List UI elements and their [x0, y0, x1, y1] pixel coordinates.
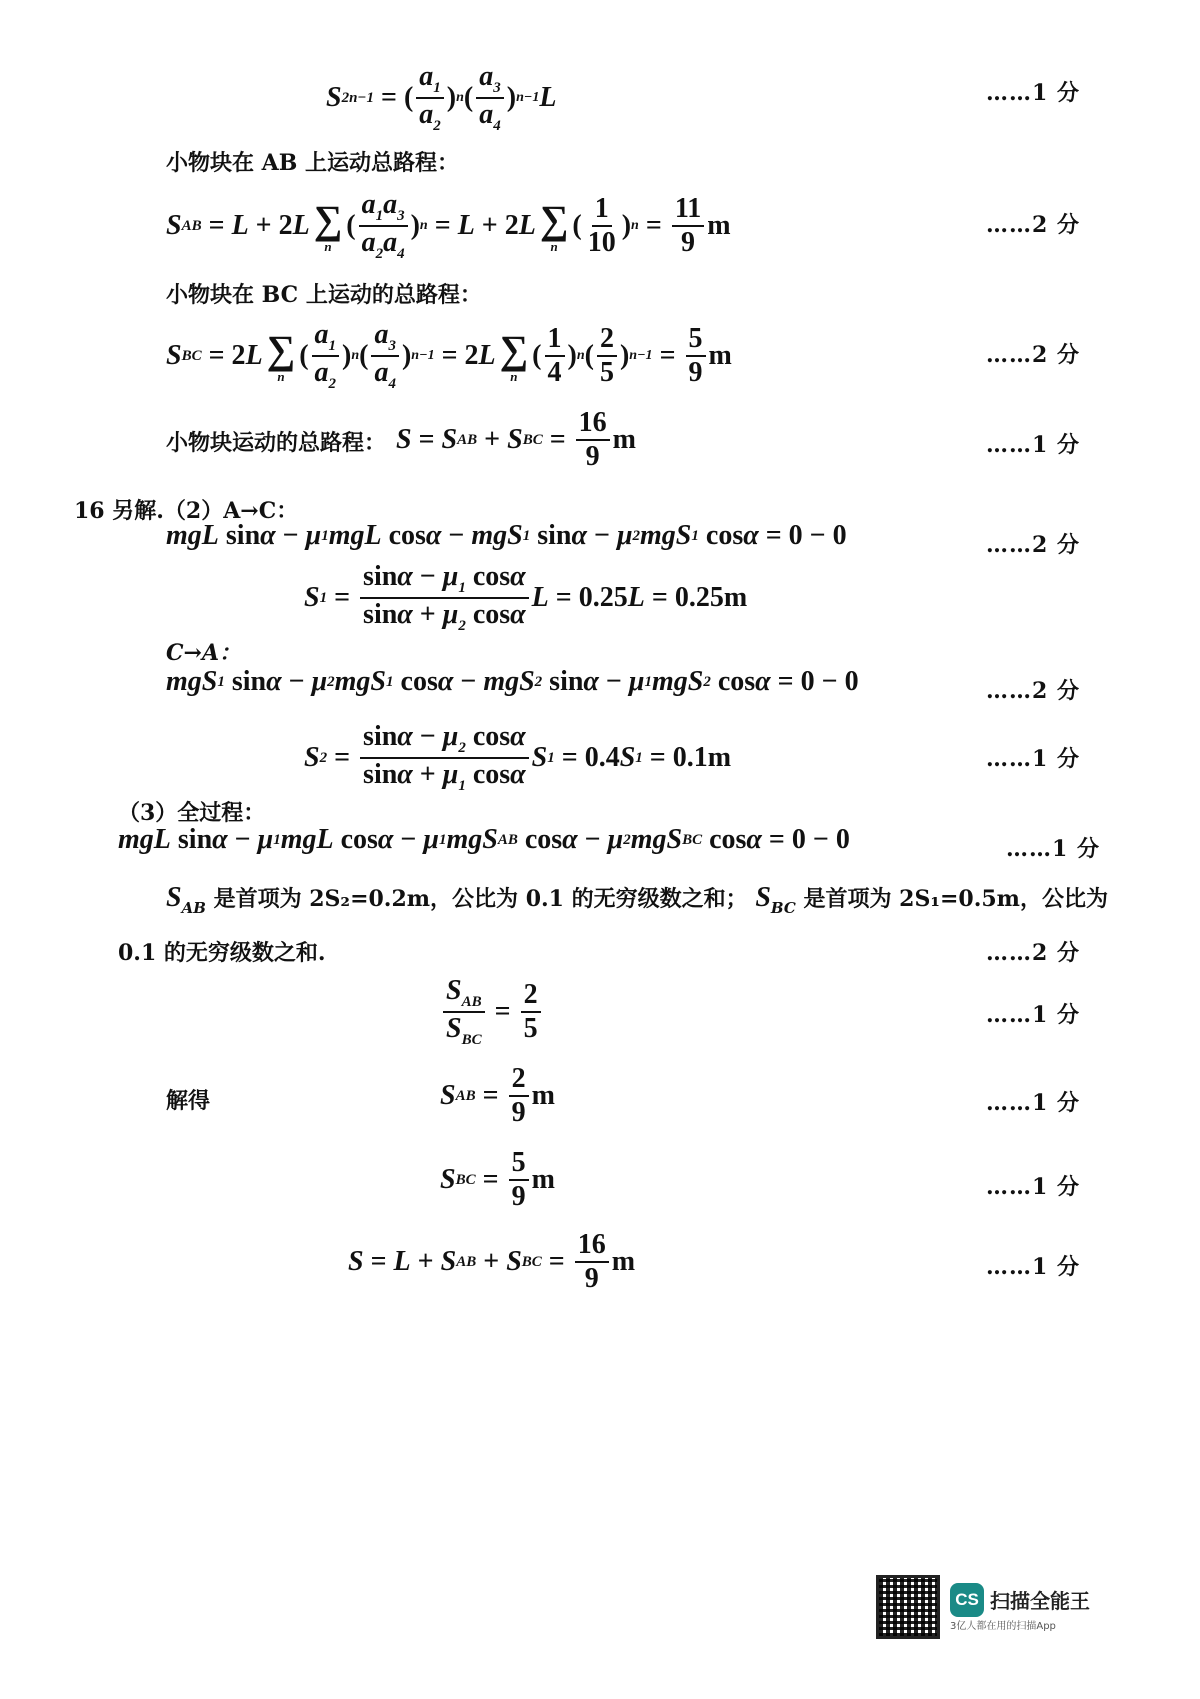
qr-code-icon	[876, 1575, 940, 1639]
series-desc-2: 是首项为 2S₁=0.5m，公比为	[803, 886, 1108, 912]
ab-total-label: 小物块在 AB 上运动总路程：	[166, 150, 459, 176]
score: ……1 分	[986, 1254, 1080, 1280]
equation-sbc-sum: S BC = 2 L ∑ n ( $\frac{a_1}{a_2}$ ) n ( $\frac{a_3}{a_4}$ ) n−1 = 2 L ∑ n ( $\frac{1}{4}$ ) n ( $\frac{2}{5}$ ) n−1 = $\frac{5}{9}$ m	[166, 319, 732, 392]
equation-s-final: S = L + S AB + S BC = $\frac{16}{9}$ m	[348, 1229, 636, 1294]
score: ……1 分	[986, 746, 1080, 772]
score: ……2 分	[986, 940, 1080, 966]
equation-s2: S 2 = $\frac{\sin\alpha - \mu_2 \cos\alpha}{\sin\alpha + \mu_1 \cos\alpha}$ S 1 = 0.4 S 1 = 0.1m	[304, 721, 732, 794]
score: ……1 分	[1006, 836, 1100, 862]
bc-total-label: 小物块在 BC 上运动的总路程：	[166, 282, 482, 308]
equation-ratio: $\frac{S_{AB}}{S_{BC}}$ = $\frac{2}{5}$	[440, 976, 544, 1049]
alt-solution-heading: 16 另解.（2）A→C：	[74, 498, 299, 524]
equation-sab-result: S AB = $\frac{2}{9}$ m	[440, 1063, 555, 1128]
score: ……1 分	[986, 1002, 1080, 1028]
series-description: $S_{AB}$ 是首项为 2S₂=0.2m，公比为 0.1 的无穷级数之和； $S_{BC}$ 是首项为 2S₁=0.5m，公比为	[166, 882, 1108, 917]
equation-a-to-c-energy: mgL sin α − μ 1 mgL cos α − mgS 1 sin α − μ 2 mgS 1 cos α = 0 − 0	[166, 520, 847, 551]
part3-heading: （3）全过程：	[118, 800, 266, 826]
solve-label: 解得	[166, 1088, 211, 1114]
score: ……1 分	[986, 1090, 1080, 1116]
equation-s2n-1: S 2n−1 = ( $\frac{a_1}{a_2}$ ) n ( $\frac{a_3}{a_4}$ ) n−1 L	[326, 61, 557, 134]
series-desc-3: 0.1 的无穷级数之和.	[118, 940, 326, 966]
series-desc-1: 是首项为 2S₂=0.2m，公比为 0.1 的无穷级数之和；	[213, 886, 748, 912]
brand-name: 扫描全能王	[990, 1589, 1090, 1613]
camscanner-logo-icon: CS	[950, 1583, 984, 1617]
score: ……2 分	[986, 678, 1080, 704]
equation-s1: S 1 = $\frac{\sin\alpha - \mu_1 \cos\alpha}{\sin\alpha + \mu_2 \cos\alpha}$ L = 0.25 L = 0.25m	[304, 561, 748, 634]
total-label: 小物块运动的总路程：	[166, 430, 387, 456]
equation-sab-sum: S AB = L + 2 L ∑ n ( $\frac{a_1a_3}{a_2a_4}$ ) n = L + 2 L ∑ n ( $\frac{1}{10}$ ) n = $\frac{11}{9}$ m	[166, 189, 731, 262]
scanner-watermark	[876, 1575, 1090, 1639]
equation-whole-process: mgL sin α − μ 1 mgL cos α − μ 1 mgS AB cos α − μ 2 mgS BC cos α = 0 − 0	[118, 824, 850, 855]
brand-slogan: 3亿人都在用的扫描App	[950, 1620, 1056, 1632]
score: ……1 分	[986, 432, 1080, 458]
equation-total-s: S = S AB + S BC = $\frac{16}{9}$ m	[396, 407, 636, 472]
score: ……1 分	[986, 80, 1080, 106]
score: ……2 分	[986, 532, 1080, 558]
score: ……1 分	[986, 1174, 1080, 1200]
equation-c-to-a-energy: mgS 1 sin α − μ 2 mgS 1 cos α − mgS 2 sin α − μ 1 mgS 2 cos α = 0 − 0	[166, 666, 859, 697]
c-to-a-heading: C→A：	[166, 640, 242, 666]
score: ……2 分	[986, 342, 1080, 368]
score: ……2 分	[986, 212, 1080, 238]
equation-sbc-result: S BC = $\frac{5}{9}$ m	[440, 1147, 555, 1212]
